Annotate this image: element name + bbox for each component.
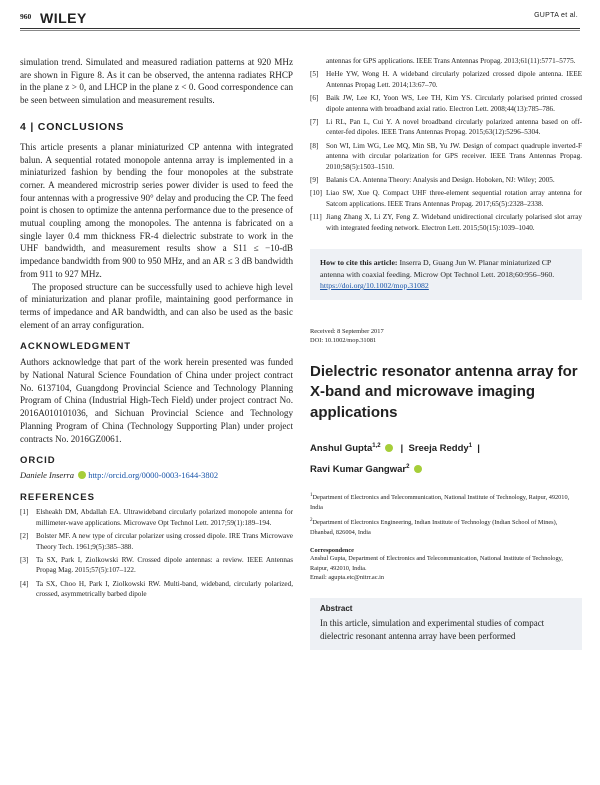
- reference-number: [1]: [20, 508, 29, 517]
- citation-doi-link[interactable]: https://doi.org/10.1002/mop.31082: [320, 281, 429, 291]
- author-list: Anshul Gupta$^{1,2}$ | Sreeja Reddy$^1$ | Ravi Kumar Gangwar$^2$: [310, 443, 480, 476]
- reference-item: [310, 117, 582, 138]
- reference-number: [9]: [310, 176, 319, 185]
- conclusions-heading: 4 | CONCLUSIONS: [20, 120, 125, 133]
- orcid-heading: ORCID: [20, 455, 56, 467]
- reference-item: [20, 555, 293, 576]
- article-title: Dielectric resonator antenna array for X-band and microwave imaging applications: [310, 362, 578, 421]
- orcid-icon: [78, 471, 86, 479]
- affiliation-text: Department of Electronics and Telecommunication, National Institute of Technology, Raipur, 492010, India: [310, 494, 570, 511]
- right-column: [310, 56, 582, 650]
- author-affiliation-sup: 1: [468, 443, 473, 450]
- left-column: [20, 56, 293, 603]
- reference-number: [6]: [310, 94, 319, 103]
- reference-number: [310, 56, 326, 66]
- article-doi: DOI: 10.1002/mop.31081: [310, 336, 377, 344]
- reference-text: Son WI, Lim WG, Lee MQ, Min SB, Yu JW. Design of compact quadruple inverted-F antenna with circular polarization for GPS receiver. IEEE Trans Antennas Propag. 2010;58(5):1503–1510.: [326, 141, 582, 171]
- received-date: Received: 8 September 2017: [310, 327, 384, 335]
- right-reference-list: [310, 56, 582, 233]
- reference-number: [3]: [20, 555, 29, 564]
- publisher-logo: WILEY: [40, 10, 87, 26]
- citation-box: [310, 249, 582, 300]
- correspondence-heading: Correspondence: [310, 547, 354, 555]
- reference-item: [20, 507, 293, 528]
- reference-text: HeHe YW, Wong H. A wideband circularly polarized crossed dipole antenna. IEEE Antennas Propag Lett. 2014;13:67–70.: [326, 70, 582, 89]
- citation-text: Inserra D, Guang Jun W. Planar miniaturized CP antenna with coaxial feeding. Microw Opt Technol Lett. 2018;60:956–960.: [320, 258, 555, 279]
- author-name: Ravi Kumar Gangwar: [310, 464, 407, 476]
- reference-text: Li RL, Pan L, Cui Y. A novel broadband circularly polarized antenna based on off-center-fed dipoles. IEEE Trans Antennas Propag. 2015;63(12):5296–5304.: [326, 118, 582, 137]
- reference-text: Ta SX, Park I, Ziolkowski RW. Crossed dipole antennas: a review. IEEE Antennas Propag Mag. 2015;57(5):107–122.: [36, 555, 293, 575]
- reference-item: [310, 69, 582, 90]
- author-name: Sreeja Reddy: [408, 443, 469, 455]
- citation-label: How to cite this article:: [320, 258, 398, 268]
- correspondence-text: Anshul Gupta, Department of Electronics and Telecommunication, National Institute of Technology, Raipur, 492010, India.: [310, 555, 563, 572]
- reference-item: [310, 93, 582, 114]
- conclusions-paragraph-2: The proposed structure can be successfully used to achieve high level of miniaturization and planar profile, maintaining good performance in terms of impedance and AR bandwidth, and can also be used as the basic element of an array configuration.: [20, 281, 293, 330]
- header-rule-thin: [20, 30, 580, 31]
- reference-text: antennas for GPS applications. IEEE Trans Antennas Propag. 2013;61(11):5771–5775.: [326, 57, 576, 65]
- left-reference-list: [20, 507, 293, 599]
- orcid-link[interactable]: http://orcid.org/0000-0003-1644-3802: [88, 470, 219, 481]
- header-rule: [20, 28, 580, 29]
- reference-number: [5]: [310, 70, 319, 79]
- acknowledgment-heading: ACKNOWLEDGMENT: [20, 341, 132, 353]
- reference-number: [11]: [310, 213, 322, 222]
- author-affiliation-sup: 1,2: [372, 443, 381, 450]
- orcid-entry: [20, 470, 293, 480]
- author-name: Anshul Gupta: [310, 443, 373, 455]
- conclusions-paragraph-1: This article presents a planar miniaturized CP antenna with integrated balun. A sequential rotated monopole antenna array is implemented in a miniaturized fashion by bending the four monopoles at the substrate corner. A meandered microstrip series power divider is used to feed the four antennas with a progressive 90° delay and producing the CP. The feed point is chosen to optimize the antenna performance due to the presence of mutual coupling among the monopoles. The antenna is fabricated on a single layer 0.4 mm thickness FR-4 dielectric substrate to work in the UHF bandwidth, and measurement results show a S11 ≤ −10-dB impedance bandwidth from 900 to 950 MHz, and an AR ≤ 3 dB bandwidth from 911 to 927 MHz.: [20, 141, 293, 279]
- page-number: 960: [20, 12, 32, 21]
- orcid-icon[interactable]: [385, 444, 393, 452]
- reference-item: [310, 175, 582, 185]
- abstract-text: In this article, simulation and experimental studies of compact dielectric resonant antenna array have been performed: [320, 618, 545, 641]
- reference-number: [8]: [310, 141, 319, 150]
- affiliation-2: $^2$Department of Electronics Engineering, Indian Institute of Technology (Indian School of Mines), Dhanbad, 826004, India: [310, 518, 558, 536]
- affiliation-1: $^1$Department of Electronics and Telecommunication, National Institute of Technology, Raipur, 492010, India: [310, 493, 570, 511]
- reference-text: Baik JW, Lee KJ, Yoon WS, Lee TH, Kim YS. Circularly polarised printed crossed dipole antenna with broadband axial ratio. Electron Lett. 2008;44(13):785–786.: [326, 94, 582, 113]
- reference-text: Jiang Zhang X, Li ZY, Feng Z. Wideband unidirectional circularly polarised slot array with integrated feeding network. Electron Lett. 2015;50(15):1039–1040.: [326, 213, 582, 232]
- correspondence-email: Email: agupta.etc@nitrr.ac.in: [310, 574, 384, 582]
- orcid-author-name: Daniele Inserra: [20, 470, 75, 481]
- reference-text: Elsheakh DM, Abdallah EA. Ultrawideband circularly polarized monopole antenna for millimeter-wave applications. Microwave Opt Technol Lett. 2017;59(1):189–194.: [36, 508, 293, 527]
- reference-item: [20, 531, 293, 552]
- reference-number: [10]: [310, 189, 322, 198]
- orcid-icon[interactable]: [414, 465, 422, 473]
- reference-text: Liao SW, Xue Q. Compact UHF three-element sequential rotation array antenna for Satcom applications. IEEE Trans Antennas Propag. 2017;65(5):2328–2338.: [326, 189, 582, 208]
- author-affiliation-sup: 2: [406, 464, 410, 471]
- reference-number: [2]: [20, 532, 29, 541]
- running-header-authors: GUPTA et al.: [534, 12, 578, 19]
- reference-item: [20, 579, 293, 600]
- reference-text: Bolster MF. A new type of circular polarizer using crossed dipole. IRE Trans Microwave Theory Tech. 1961;9(5):385–388.: [36, 532, 293, 551]
- abstract-box: [310, 598, 582, 650]
- reference-text: Balanis CA. Antenna Theory: Analysis and Design. Hoboken, NJ: Wiley; 2005.: [326, 176, 555, 185]
- reference-text: Ta SX, Choo H, Park I, Ziolkowski RW. Multi-band, wideband, circularly polarized, crossed, asymmetrically barbed dipole: [36, 579, 293, 599]
- acknowledgment-text: Authors acknowledge that part of the work herein presented was funded by National Natural Science Foundation of China under project contract No. 6137104, Guangdong Provincial Science and Technology Planning Program of China (Industrial High-Tech Field) under project contract No. 2016A010101036, and Sichuan Provincial Science and Technology Planning Program of China (Technology Supporting Plan) under project contracts No. 2016GZ0061.: [20, 357, 293, 444]
- reference-item: [310, 141, 582, 172]
- reference-number: [4]: [20, 579, 29, 588]
- references-heading: REFERENCES: [20, 492, 95, 504]
- reference-item: [310, 56, 582, 66]
- reference-item: [310, 212, 582, 233]
- reference-number: [7]: [310, 118, 319, 127]
- reference-item: [310, 188, 582, 209]
- intro-paragraph: simulation trend. Simulated and measured radiation patterns at 920 MHz are shown in Figure 8. As it can be observed, the antenna radiates RHCP in the plane z > 0, and LHCP in the plane z < 0. Good correspondence can be seen between simulation and measurement results.: [20, 57, 293, 106]
- affiliation-text: Department of Electronics Engineering, Indian Institute of Technology (Indian School of Mines), Dhanbad, 826004, India: [310, 519, 558, 536]
- abstract-heading: Abstract: [320, 604, 353, 614]
